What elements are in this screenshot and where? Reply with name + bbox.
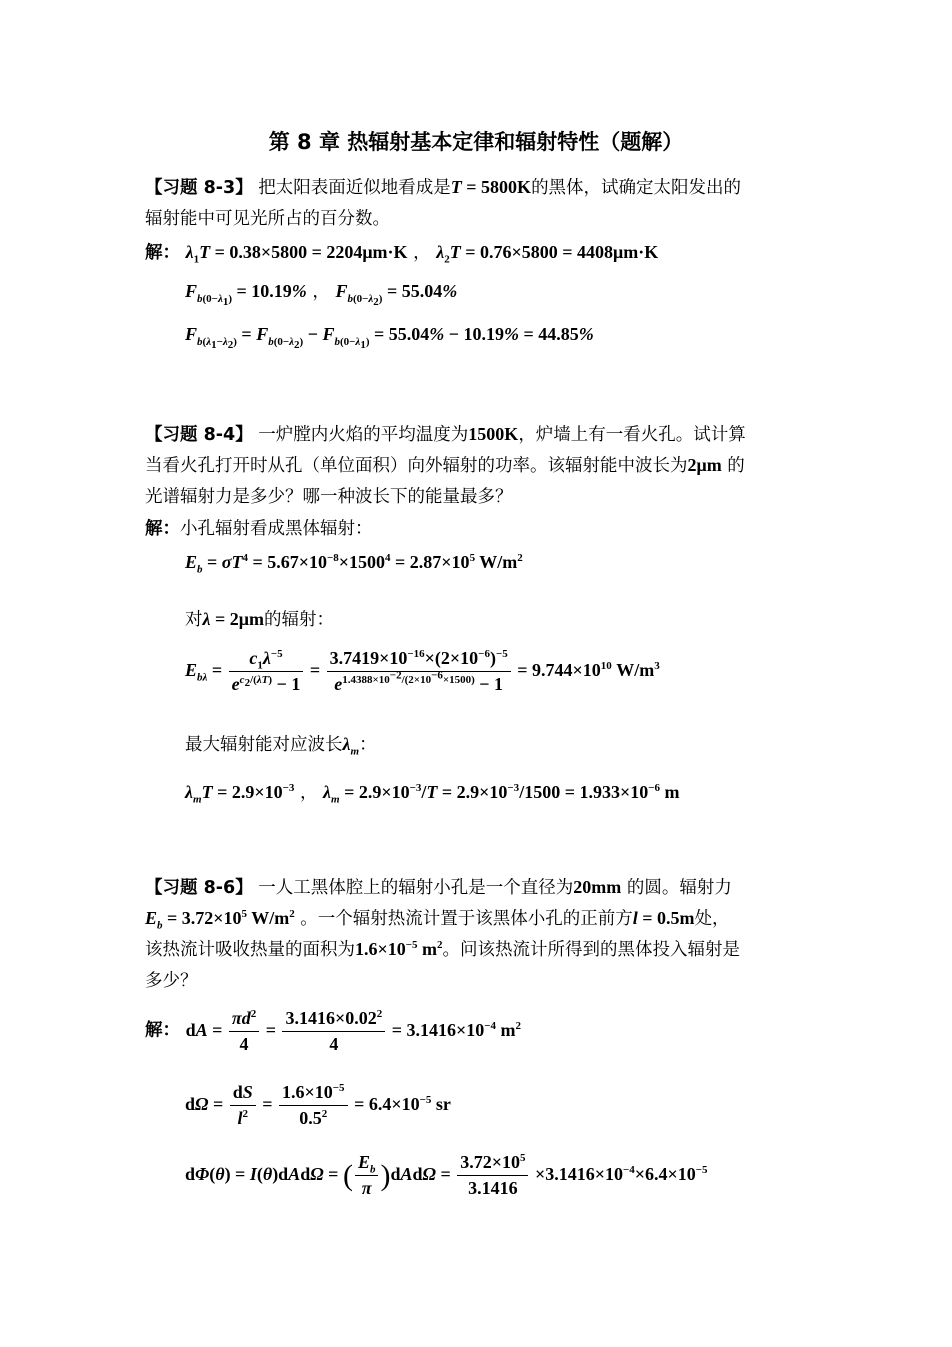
formula-line: dΩ = $\frac{dS}{l^2}$ = $\frac{1.6\times 10^{-5}}{0.5^2}$ = $6.4\times 10^{-5}$ sr [185,1082,451,1128]
formula-line: $F_{b(\lambda_1-\lambda_2)} = F_{b(0-\lambda_2)} - F_{b(0-\lambda_1)} = 55.04\% - 10.19\% = 44.85\%$ [185,324,594,351]
problem-8-6-question-line-2: $E_b = 3.72\times 10^5$ $W/m^2$ 。一个辐射热流计置于该黑体小孔的正前方l = 0.5m处， [145,908,730,932]
formula: $\lambda_2T = 0.76\times 5800 = 4408\mu m\cdot K$ [436,242,659,266]
solution-label: 解： [145,1020,180,1041]
problem-8-3-solution-line-1: 解： $\lambda_1T = 0.38\times 5800 = 2204\mu m\cdot K$ ， $\lambda_2T = 0.76\times 5800 = 4408\mu m\cdot K$ [145,242,659,266]
formula-line: dΦ(θ) = I(θ)dAdΩ = ( $\frac{E_b}{\pi}$ )dAdΩ = $\frac{3.72\times 10^5}{3.1416}$ $\times 3.1416\times 10^{-4}\times 6.4\times 10^{-5}$ [185,1152,708,1198]
formula: $\lambda_1T = 0.38\times 5800 = 2204\mu m\cdot K$ [185,242,408,266]
problem-tag: 【习题 8-4】 [145,425,253,445]
formula: T = 5800K [450,177,532,197]
problem-8-4-solution-line-1: 解：小孔辐射看成黑体辐射： [145,519,373,539]
solution-label: 解： [145,243,180,263]
problem-8-6-question-line-1: 【习题 8-6】 一人工黑体腔上的辐射小孔是一个直径为20mm 的圆。辐射力 [145,877,732,898]
problem-8-4-question-line-2: 当看火孔打开时从孔（单位面积）向外辐射的功率。该辐射能中波长为2μm 的 [145,455,745,476]
problem-tag: 【习题 8-6】 [145,878,253,898]
problem-tag: 【习题 8-3】 [145,178,253,198]
problem-8-6-question-line-4: 多少？ [145,971,198,991]
formula-line: $E_b = \sigma T^4 = 5.67\times 10^{-8}\times 1500^4 = 2.87\times 10^5$ $W/m^2$ [185,552,523,576]
formula-line: $\lambda_mT = 2.9\times 10^{-3}$ ， $\lambda_m = 2.9\times 10^{-3}/T = 2.9\times 10^{-3}/1500 = 1.933\times 10^{-6}$ m [185,782,680,806]
problem-8-3-question-line-2: 辐射能中可见光所占的百分数。 [145,209,390,229]
problem-8-6-question-line-3: 该热流计吸收热量的面积为$1.6\times 10^{-5}$ $m^2$。问该热流计所得到的黑体投入辐射是 [145,939,741,960]
problem-8-4-question-line-3: 光谱辐射力是多少？哪一种波长下的能量最多？ [145,487,513,507]
problem-8-3-question-line-1: 【习题 8-3】 把太阳表面近似地看成是T = 5800K的黑体，试确定太阳发出的 [145,177,742,198]
formula-line: 对λ = 2μm的辐射： [185,609,334,630]
formula-line: 最大辐射能对应波长$\lambda_m$： [185,734,377,758]
formula-line: $E_{b\lambda}$ = $\frac{c_1\lambda^{-5}}{e^{c_2/(\lambda T)} - 1}$ = $\frac{3.7419\times 10^{-16}\times(2\times 10^{-6})^{-5}}{e^{1.4388\times 10^{-2}/(2\times 10^{-6}\times 1500)} - 1}$ = $9.744\times 10^{10}$ $W/m^3$ [185,648,660,694]
page-title: 第 8 章 热辐射基本定律和辐射特性（题解） [268,130,684,154]
formula-line: $F_{b(0-\lambda_1)} = 10.19\%$ ， $F_{b(0-\lambda_2)} = 55.04\%$ [185,281,458,308]
solution-label: 解： [145,519,180,539]
problem-8-4-question-line-1: 【习题 8-4】 一炉膛内火焰的平均温度为1500K，炉墙上有一看火孔。试计算 [145,424,746,445]
problem-8-6-solution-line-1: 解： dA = $\frac{\pi d^2}{4}$ = $\frac{3.1416\times 0.02^2}{4}$ = $3.1416\times 10^{-4}$ $m^2$ [145,1008,522,1054]
